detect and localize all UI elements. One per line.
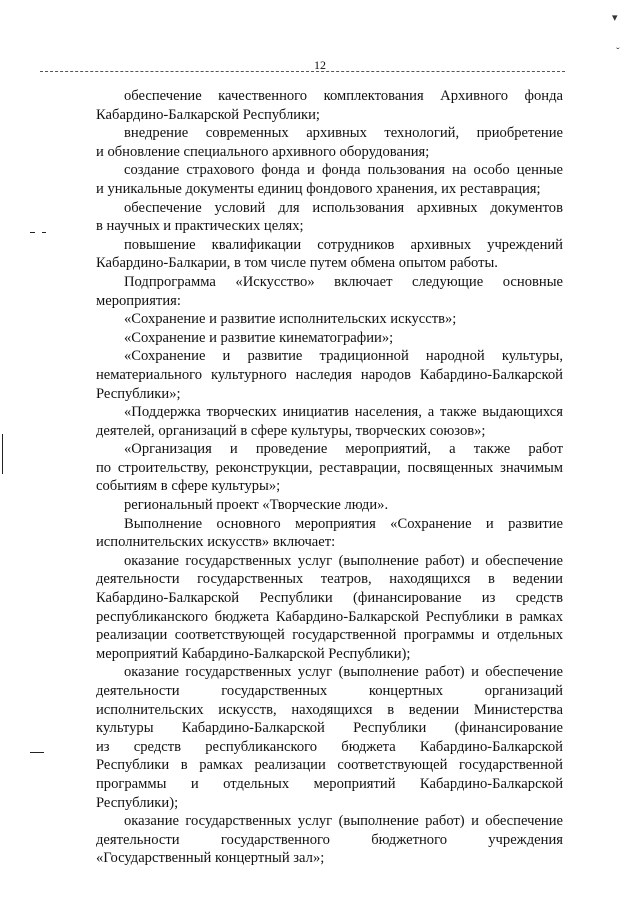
text-line: обеспечение качественного комплектования Архивного фонда xyxy=(124,88,563,104)
scan-margin-mark xyxy=(30,752,44,753)
text-line: деятелей, организаций в сфере культуры, творческих союзов»; xyxy=(96,422,486,439)
header-rule xyxy=(40,71,565,72)
text-line: Подпрограмма «Искусство» включает следующие основные xyxy=(124,273,563,290)
text-line: Республики в рамках реализации соответствующей государственной xyxy=(96,757,563,774)
page-number: 12 xyxy=(314,58,326,72)
text-line: создание страхового фонда и фонда пользования на особо ценные xyxy=(124,162,563,179)
text-line: деятельности государственных театров, находящихся в ведении xyxy=(96,571,563,588)
text-line: республиканского бюджета Кабардино-Балкарской Республики в рамках xyxy=(96,608,563,625)
text-line: реализации соответствующей государственной программы и отдельных xyxy=(96,627,563,644)
text-line: по строительству, реконструкции, реставрации, посвященных значимым xyxy=(96,459,563,476)
text-line: оказание государственных услуг (выполнение работ) и обеспечение xyxy=(124,552,563,569)
text-line: из средств республиканского бюджета Кабардино-Балкарской xyxy=(96,738,563,755)
scan-margin-mark xyxy=(2,434,3,474)
text-line: обеспечение условий для использования архивных документов xyxy=(124,199,563,216)
text-line: исполнительских искусств, находящихся в ведении Министерства xyxy=(96,701,563,718)
text-line: нематериального культурного наследия народов Кабардино-Балкарской xyxy=(96,366,563,383)
text-line: деятельности государственного бюджетного учреждения xyxy=(96,831,563,848)
text-line: и уникальные документы единиц фондового хранения, их реставрация; xyxy=(96,180,541,197)
scan-speck-mark: ▾ xyxy=(612,12,618,24)
text-line: оказание государственных услуг (выполнение работ) и обеспечение xyxy=(124,664,563,681)
document-body xyxy=(96,87,563,868)
text-line: Республики»; xyxy=(96,385,181,402)
text-line: деятельности государственных концертных организаций xyxy=(96,683,563,699)
text-line: «Государственный концертный зал»; xyxy=(96,850,325,867)
text-line: региональный проект «Творческие люди». xyxy=(124,497,389,514)
text-line: «Сохранение и развитие кинематографии»; xyxy=(124,329,394,346)
scan-margin-mark xyxy=(42,232,46,233)
text-line: Кабардино-Балкарской Республики (финансирование из средств xyxy=(96,590,563,607)
text-line: Республики); xyxy=(96,794,179,811)
text-line: Кабардино-Балкарской Республики; xyxy=(96,106,320,123)
text-line: событиям в сфере культуры»; xyxy=(96,478,281,495)
text-line: оказание государственных услуг (выполнение работ) и обеспечение xyxy=(124,813,563,830)
text-line: Выполнение основного мероприятия «Сохранение и развитие xyxy=(124,515,563,532)
text-line: и обновление специального архивного оборудования; xyxy=(96,143,430,160)
text-line: «Сохранение и развитие традиционной народной культуры, xyxy=(124,348,563,365)
text-line: программы и отдельных мероприятий Кабардино-Балкарской xyxy=(96,775,563,792)
text-line: «Поддержка творческих инициатив населения, а также выдающихся xyxy=(124,404,563,421)
text-line: «Организация и проведение мероприятий, а также работ xyxy=(124,441,563,458)
scan-speck-mark: ˇ xyxy=(616,46,620,58)
text-line: внедрение современных архивных технологий, приобретение xyxy=(124,125,563,142)
text-line: Кабардино-Балкарии, в том числе путем обмена опытом работы. xyxy=(96,255,498,272)
text-line: мероприятия: xyxy=(96,292,181,309)
text-line: в научных и практических целях; xyxy=(96,218,304,235)
text-line: «Сохранение и развитие исполнительских искусств»; xyxy=(124,311,457,328)
scan-margin-mark xyxy=(30,232,35,233)
text-line: культуры Кабардино-Балкарской Республики (финансирование xyxy=(96,720,563,737)
text-line: мероприятий Кабардино-Балкарской Республики); xyxy=(96,645,411,662)
text-line: повышение квалификации сотрудников архивных учреждений xyxy=(124,236,563,253)
text-line: исполнительских искусств» включает: xyxy=(96,534,336,551)
